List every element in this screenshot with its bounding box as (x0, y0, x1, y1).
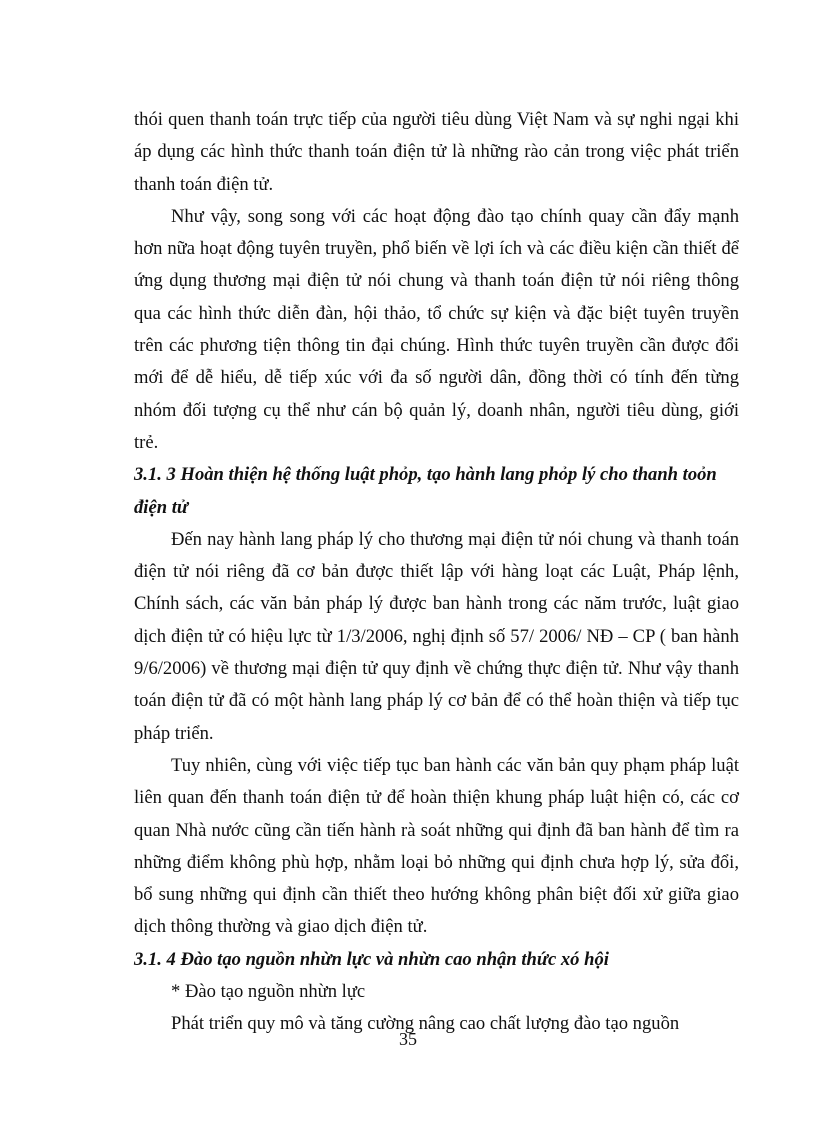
document-page (134, 104, 739, 1041)
paragraph-1: thói quen thanh toán trực tiếp của người tiêu dùng Việt Nam và sự nghi ngại khi áp dụng các hình thức thanh toán điện tử là những rào cản trong việc phát triển thanh toán điện tử. (134, 109, 739, 195)
bullet-item: * Đào tạo nguồn nhừn lực (171, 981, 366, 1003)
section-heading-3-1-4: 3.1. 4 Đào tạo nguồn nhừn lực và nhừn cao nhận thức xó hội (134, 948, 609, 970)
section-heading-3-1-3: 3.1. 3 Hoàn thiện hệ thống luật phỏp, tạo hành lang phỏp lý cho thanh toỏn điện tử (134, 464, 717, 518)
page-number: 35 (399, 1029, 417, 1049)
paragraph-5: Phát triển quy mô và tăng cường nâng cao chất lượng đào tạo nguồn (171, 1013, 680, 1035)
paragraph-2: Như vậy, song song với các hoạt động đào tạo chính quay cần đẩy mạnh hơn nữa hoạt động tuyên truyền, phổ biến về lợi ích và các điều kiện cần thiết để ứng dụng thương mại điện tử nói chung và thanh toán điện tử nói riêng thông qua các hình thức diễn đàn, hội thảo, tổ chức sự kiện và đặc biệt tuyên truyền trên các phương tiện thông tin đại chúng. Hình thức tuyên truyền cần được đổi mới để dễ hiểu, dễ tiếp xúc với đa số người dân, đồng thời có tính đến từng nhóm đối tượng cụ thể như cán bộ quản lý, doanh nhân, người tiêu dùng, giới trẻ. (134, 205, 739, 453)
paragraph-3: Đến nay hành lang pháp lý cho thương mại điện tử nói chung và thanh toán điện tử nói riêng đã cơ bản được thiết lập với hàng loạt các Luật, Pháp lệnh, Chính sách, các văn bản pháp lý được ban hành trong các năm trước, luật giao dịch điện tử có hiệu lực từ 1/3/2006, nghị định số 57/ 2006/ NĐ – CP ( ban hành 9/6/2006) về thương mại điện tử quy định về chứng thực điện tử. Như vậy thanh toán điện tử đã có một hành lang pháp lý cơ bản để có thể hoàn thiện và tiếp tục pháp triển. (134, 528, 739, 744)
paragraph-4: Tuy nhiên, cùng với việc tiếp tục ban hành các văn bản quy phạm pháp luật liên quan đến thanh toán điện tử để hoàn thiện khung pháp luật hiện có, các cơ quan Nhà nước cũng cần tiến hành rà soát những qui định đã ban hành để tìm ra những điểm không phù hợp, nhằm loại bỏ những qui định chưa hợp lý, sửa đổi, bổ sung những qui định cần thiết theo hướng không phân biệt đối xử giữa giao dịch thông thường và giao dịch điện tử. (134, 754, 739, 938)
